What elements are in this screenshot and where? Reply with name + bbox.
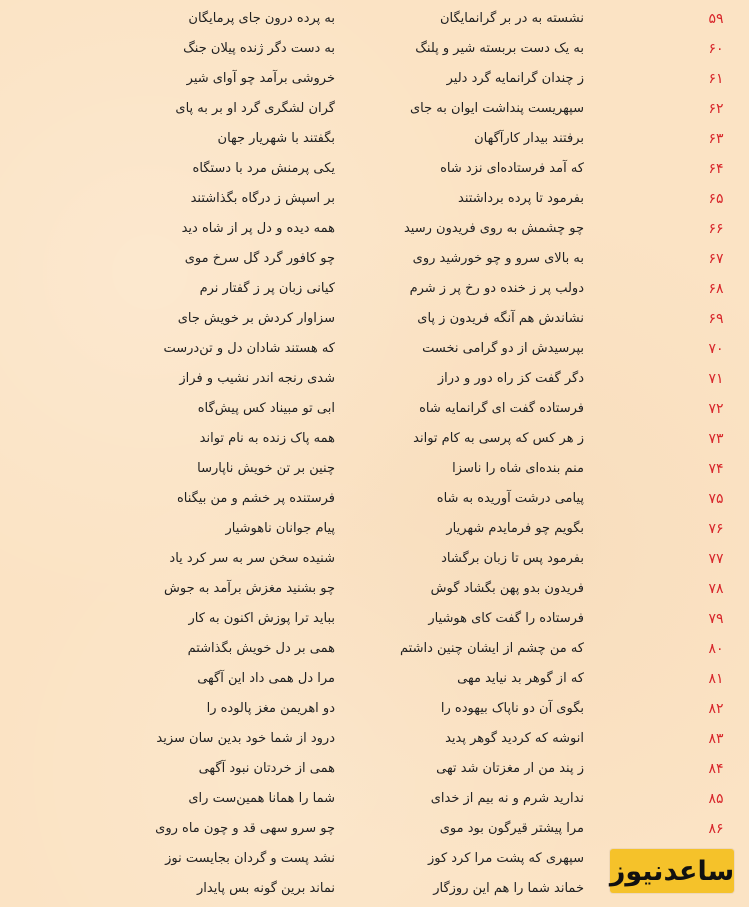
verse-row xyxy=(0,34,749,64)
verse-row xyxy=(0,94,749,124)
logo-text: ساعدنیوز xyxy=(609,855,735,887)
verse-row xyxy=(0,274,749,304)
verse-row xyxy=(0,334,749,364)
verse-number: ۸۵ xyxy=(708,791,724,807)
verse-first-hemistich: که از گوهر بد نیاید مهی xyxy=(457,671,584,686)
verse-row xyxy=(0,724,749,754)
verse-first-hemistich: ز هر کس که پرسی به کام تواند xyxy=(413,431,584,446)
verse-first-hemistich: فریدون بدو پهن بگشاد گوش xyxy=(430,581,584,596)
verse-number: ۶۲ xyxy=(708,101,724,117)
verse-second-hemistich: ابی تو مبیناد کس پیش‌گاه xyxy=(197,401,335,416)
verse-second-hemistich: چو سرو سهی قد و چون ماه روی xyxy=(155,821,335,836)
verse-first-hemistich: دگر گفت کز راه دور و دراز xyxy=(437,371,584,386)
verse-second-hemistich: چو بشنید مغزش برآمد به جوش xyxy=(164,581,335,596)
verse-first-hemistich: به یک دست بربسته شیر و پلنگ xyxy=(415,41,584,56)
verse-second-hemistich: دو اهریمن مغز پالوده را xyxy=(206,701,335,716)
verse-row xyxy=(0,214,749,244)
verse-number: ۶۹ xyxy=(708,311,724,327)
verse-row xyxy=(0,4,749,34)
verse-number: ۸۶ xyxy=(708,821,724,837)
verse-first-hemistich: بفرمود پس تا زبان برگشاد xyxy=(441,551,584,566)
verse-row xyxy=(0,604,749,634)
verse-first-hemistich: ز پند من ار مغزتان شد تهی xyxy=(436,761,584,776)
verse-number: ۷۶ xyxy=(708,521,724,537)
verse-row xyxy=(0,784,749,814)
verse-number: ۶۵ xyxy=(708,191,724,207)
verse-number: ۶۷ xyxy=(708,251,724,267)
verse-second-hemistich: همه دیده و دل پر از شاه دید xyxy=(181,221,335,236)
verse-first-hemistich: منم بنده‌ای شاه را ناسزا xyxy=(452,461,584,476)
verse-second-hemistich: شما را همانا همین‌ست رای xyxy=(188,791,335,806)
verse-first-hemistich: بفرمود تا پرده برداشتند xyxy=(458,191,584,206)
verse-second-hemistich: شنیده سخن سر به سر کرد یاد xyxy=(169,551,335,566)
verse-number: ۷۱ xyxy=(708,371,724,387)
verse-first-hemistich: دولب پر ز خنده دو رخ پر ز شرم xyxy=(409,281,584,296)
verse-second-hemistich: یکی پرمنش مرد با دستگاه xyxy=(192,161,335,176)
verse-first-hemistich: که آمد فرستاده‌ای نزد شاه xyxy=(440,161,584,176)
verse-second-hemistich: بگفتند با شهریار جهان xyxy=(217,131,335,146)
verse-number: ۶۳ xyxy=(708,131,724,147)
verse-first-hemistich: برفتند بیدار کارآگهان xyxy=(474,131,584,146)
verse-second-hemistich: شدی رنجه اندر نشیب و فراز xyxy=(179,371,335,386)
verse-first-hemistich: چو چشمش به روی فریدون رسید xyxy=(403,221,584,236)
verse-number: ۶۸ xyxy=(708,281,724,297)
verse-row xyxy=(0,64,749,94)
verse-row xyxy=(0,304,749,334)
verse-second-hemistich: چو کافور گرد گل سرخ موی xyxy=(184,251,335,266)
verse-row xyxy=(0,514,749,544)
verse-number: ۸۳ xyxy=(708,731,724,747)
verse-second-hemistich: سزاوار کردش بر خویش جای xyxy=(177,311,335,326)
verse-row xyxy=(0,754,749,784)
verse-row xyxy=(0,394,749,424)
verse-second-hemistich: چنین بر تن خویش ناپارسا xyxy=(197,461,335,476)
verse-second-hemistich: همی از خردتان نبود آگهی xyxy=(198,761,335,776)
verse-row xyxy=(0,694,749,724)
verse-number: ۸۲ xyxy=(708,701,724,717)
verse-row xyxy=(0,814,749,844)
verse-number: ۷۲ xyxy=(708,401,724,417)
verse-second-hemistich: خروشی برآمد چو آوای شیر xyxy=(186,71,335,86)
verse-first-hemistich: سپهری که پشت مرا کرد کوز xyxy=(427,851,584,866)
verse-row xyxy=(0,634,749,664)
verse-number: ۷۴ xyxy=(708,461,724,477)
verse-first-hemistich: به بالای سرو و چو خورشید روی xyxy=(412,251,584,266)
verse-second-hemistich: بباید ترا پوزش اکنون به کار xyxy=(188,611,335,626)
verse-second-hemistich: به پرده درون جای پرمایگان xyxy=(188,11,335,26)
verse-second-hemistich: که هستند شادان دل و تن‌درست xyxy=(163,341,335,356)
saednews-logo[interactable] xyxy=(610,849,734,893)
verse-number: ۷۵ xyxy=(708,491,724,507)
verse-second-hemistich: نماند برین گونه بس پایدار xyxy=(197,881,335,896)
verse-first-hemistich: بگوی آن دو ناپاک بیهوده را xyxy=(440,701,584,716)
verse-first-hemistich: بگویم چو فرمایدم شهریار xyxy=(446,521,584,536)
verse-row xyxy=(0,664,749,694)
verse-first-hemistich: انوشه که کردید گوهر پدید xyxy=(445,731,584,746)
verse-second-hemistich: گران لشگری گرد او بر به پای xyxy=(175,101,335,116)
verse-first-hemistich: مرا پیشتر قیرگون بود موی xyxy=(439,821,584,836)
verse-number: ۶۰ xyxy=(708,41,724,57)
verse-number: ۶۴ xyxy=(708,161,724,177)
verse-first-hemistich: فرستاده گفت ای گرانمایه شاه xyxy=(419,401,584,416)
verse-second-hemistich: نشد پست و گردان بجایست نوز xyxy=(165,851,335,866)
verse-number: ۶۱ xyxy=(708,71,724,87)
verse-row xyxy=(0,484,749,514)
verse-row xyxy=(0,424,749,454)
verse-number: ۷۹ xyxy=(708,611,724,627)
verse-number: ۷۷ xyxy=(708,551,724,567)
verse-row xyxy=(0,544,749,574)
verse-second-hemistich: بر اسپش ز درگاه بگذاشتند xyxy=(190,191,335,206)
verse-first-hemistich: پیامی درشت آوریده به شاه xyxy=(436,491,584,506)
verse-second-hemistich: پیام جوانان ناهوشیار xyxy=(225,521,335,536)
poem-list xyxy=(0,4,749,904)
verse-row xyxy=(0,364,749,394)
verse-first-hemistich: که من چشم از ایشان چنین داشتم xyxy=(400,641,584,656)
verse-number: ۷۰ xyxy=(708,341,724,357)
verse-row xyxy=(0,154,749,184)
verse-number: ۶۶ xyxy=(708,221,724,237)
verse-number: ۷۳ xyxy=(708,431,724,447)
verse-second-hemistich: فرستنده پر خشم و من بیگناه xyxy=(176,491,335,506)
verse-second-hemistich: درود از شما خود بدین سان سزید xyxy=(156,731,335,746)
verse-first-hemistich: سپهریست پنداشت ایوان به جای xyxy=(410,101,584,116)
verse-second-hemistich: همی بر دل خویش بگذاشتم xyxy=(187,641,335,656)
verse-second-hemistich: همه پاک زنده به نام تواند xyxy=(199,431,335,446)
verse-second-hemistich: به دست دگر ژنده پیلان جنگ xyxy=(183,41,335,56)
verse-row xyxy=(0,574,749,604)
verse-first-hemistich: نشسته به در بر گرانمایگان xyxy=(439,11,584,26)
verse-number: ۷۸ xyxy=(708,581,724,597)
verse-second-hemistich: مرا دل همی داد این آگهی xyxy=(197,671,335,686)
verse-number: ۸۱ xyxy=(708,671,724,687)
verse-number: ۸۰ xyxy=(708,641,724,657)
verse-row xyxy=(0,124,749,154)
verse-number: ۵۹ xyxy=(708,11,724,27)
verse-first-hemistich: ز چندان گرانمایه گرد دلیر xyxy=(446,71,584,86)
verse-row xyxy=(0,454,749,484)
verse-row xyxy=(0,184,749,214)
verse-first-hemistich: فرستاده را گفت کای هوشیار xyxy=(428,611,584,626)
verse-second-hemistich: کیانی زبان پر ز گفتار نرم xyxy=(199,281,335,296)
verse-first-hemistich: خماند شما را هم این روزگار xyxy=(433,881,584,896)
verse-first-hemistich: نشاندش هم آنگه فریدون ز پای xyxy=(417,311,584,326)
verse-number: ۸۴ xyxy=(708,761,724,777)
verse-first-hemistich: بپرسیدش از دو گرامی نخست xyxy=(422,341,584,356)
verse-row xyxy=(0,244,749,274)
verse-first-hemistich: ندارید شرم و نه بیم از خدای xyxy=(430,791,584,806)
